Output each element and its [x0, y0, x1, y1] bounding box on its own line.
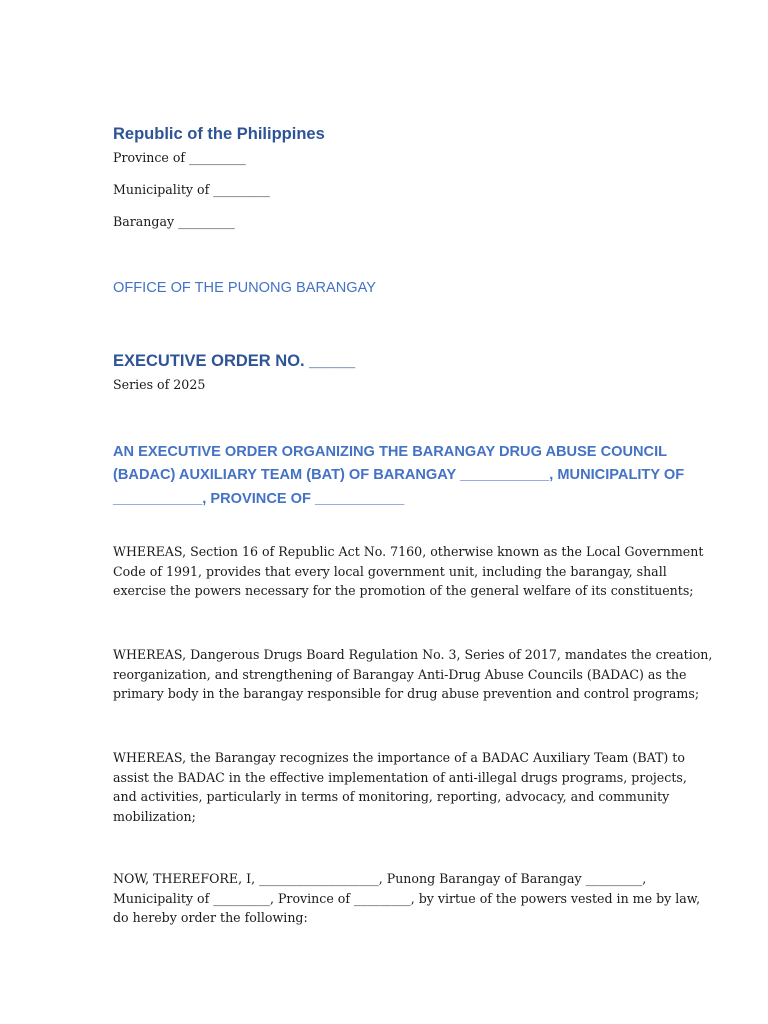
paragraph-line: exercise the powers necessary for the promotion of the general welfare of its constituents;	[113, 583, 694, 599]
paragraph-line: Code of 1991, provides that every local government unit, including the barangay, shall	[113, 563, 667, 579]
paragraph-line: WHEREAS, Section 16 of Republic Act No. 7160, otherwise known as the Local Government	[113, 544, 704, 559]
paragraph-line: and activities, particularly in terms of monitoring, reporting, advocacy, and community	[113, 789, 670, 805]
whereas-paragraph-3	[113, 748, 687, 826]
paragraph-line: WHEREAS, the Barangay recognizes the importance of a BADAC Auxiliary Team (BAT) to	[113, 750, 685, 765]
whereas-paragraph-1	[113, 542, 704, 601]
republic-heading: Republic of the Philippines	[113, 125, 325, 143]
paragraph-line: Municipality of _________, Province of _________, by virtue of the powers vested in me by law,	[113, 890, 701, 906]
title-line: AN EXECUTIVE ORDER ORGANIZING THE BARANGAY DRUG ABUSE COUNCIL	[113, 444, 668, 460]
paragraph-line: NOW, THEREFORE, I, ___________________, Punong Barangay of Barangay _________,	[113, 871, 647, 886]
whereas-paragraph-2	[113, 645, 713, 704]
now-therefore-paragraph	[113, 869, 701, 928]
title-line: (BADAC) AUXILIARY TEAM (BAT) OF BARANGAY ___________, MUNICIPALITY OF	[113, 467, 685, 484]
paragraph-line: mobilization;	[113, 808, 196, 824]
office-heading: OFFICE OF THE PUNONG BARANGAY	[113, 280, 376, 296]
paragraph-line: primary body in the barangay responsible for drug abuse prevention and control programs;	[113, 686, 700, 702]
barangay-line: Barangay _________	[113, 214, 235, 229]
series-line: Series of 2025	[113, 377, 206, 392]
executive-order-title	[113, 441, 685, 511]
province-line: Province of _________	[113, 150, 246, 165]
executive-order-number: EXECUTIVE ORDER NO. _____	[113, 352, 356, 370]
paragraph-line: reorganization, and strengthening of Barangay Anti-Drug Abuse Councils (BADAC) as the	[113, 666, 687, 682]
paragraph-line: do hereby order the following:	[113, 910, 308, 926]
document-page	[113, 0, 713, 1024]
title-line: ___________, PROVINCE OF ___________	[113, 490, 405, 507]
paragraph-line: assist the BADAC in the effective implementation of anti-illegal drugs programs, projects,	[113, 769, 687, 785]
paragraph-line: WHEREAS, Dangerous Drugs Board Regulation No. 3, Series of 2017, mandates the creation,	[113, 647, 713, 662]
municipality-line: Municipality of _________	[113, 182, 270, 197]
